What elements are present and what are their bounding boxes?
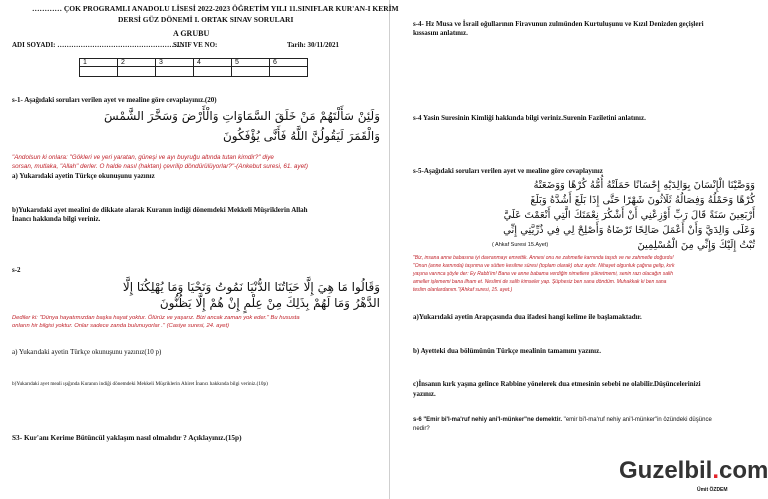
q5-meal-line-1: "Biz, insana anne babasına iyi davranmayı emrettik. Annesi onu ne zahmetle karnında taşıdı ve ne zahmetle doğurdu! — [413, 255, 674, 261]
q5-meal-line-3: yaşına varınca şöyle der: Ey Rabb'im! Bana ve anne babama verdiğin nimetlere şükretmemi, senin razı olacağın salih — [413, 271, 673, 277]
q5-c-line-1: c)İnsanın kırk yaşına gelince Rabbine yönelerek dua etmesinin sebebi ne olabilir.Düşüncelerinizi — [413, 380, 701, 388]
q1-meal-line-2: sorsan, mutlaka, "Allah" derler. O halde nasıl (haktan) çevrilip döndürülüyorlar?"-(Ankebut suresi, 61. ayet) — [12, 163, 308, 170]
q5-a: a)Yukarıdaki ayetin Arapçasında dua ifadesi hangi kelime ile başlamaktadır. — [413, 313, 642, 321]
q5-meal-line-4: ameller işlememi bana ilham et. Neslimi de salih kimseler yap. Şüphesiz ben sana döndüm. Muhakkak ki ben sana — [413, 279, 667, 285]
q6-line-1-rest: "emir bi'l-ma'ruf nehiy ani'l-münker"in özündeki düşünce — [562, 417, 712, 423]
header-line-1: ………… ÇOK PROGRAMLI ANADOLU LİSESİ 2022-2023 ÖĞRETİM YILI 11.SINIFLAR KUR'AN-I KERİM — [32, 4, 399, 13]
score-cell-3: 3 — [156, 59, 194, 67]
q4b: s-4 Yasin Suresinin Kimliği hakkında bilgi veriniz.Surenin Faziletini anlatınız. — [413, 114, 646, 122]
q5-b: b) Ayetteki dua bölümünün Türkçe mealinin tamamını yazınız. — [413, 347, 601, 355]
q1-title: s-1- Aşağıdaki soruları verilen ayet ve mealine göre cevaplayınız.(20) — [12, 96, 217, 104]
author-name: Ümit ÖZDEM — [697, 487, 728, 493]
q1-b-line-1: b)Yukarıdaki ayet mealini de dikkate alarak Kuranın indiği dönemdeki Mekkeli Müşriklerin Allah — [12, 206, 308, 214]
q6-line-2: nedir? — [413, 426, 430, 432]
score-cell-6: 6 — [270, 59, 308, 67]
score-grid — [79, 58, 308, 77]
q5-arabic-line-5: تُبْتُ إِلَيْكَ وَإِنِّي مِنَ الْمُسْلِمِينَ — [637, 240, 755, 251]
q2-meal-line-2: onların hir bilgisi yoktur. Onlar sadece zanda bulunuyorlar ." (Casiye suresi, 24. ayet) — [12, 323, 230, 329]
q4a-line-2: kıssasını anlatınız. — [413, 29, 468, 37]
score-cell-2: 2 — [118, 59, 156, 67]
q6-line-1-bold: s-6 "Emir bi'l-ma'ruf nehiy ani'l-münker"ne demektir. — [413, 417, 563, 423]
header-line-2: DERSİ GÜZ DÖNEMİ I. ORTAK SINAV SORULARI — [118, 15, 294, 24]
score-cell-1: 1 — [80, 59, 118, 67]
q1-meal-line-1: "Andolsun ki onlara: "Gökleri ve yeri yaratan, güneşi ve ayı buyruğu altında tutan kimdir?" diye — [12, 154, 274, 161]
logo-dot: . — [712, 457, 720, 484]
q2-arabic-line-1: وَقَالُوا مَا هِيَ إِلَّا حَيَاتُنَا الدُّنْيَا نَمُوتُ وَنَحْيَا وَمَا يُهْلِكُنَا إِلَّا — [122, 280, 380, 294]
score-cell-5: 5 — [232, 59, 270, 67]
q5-arabic-line-1: وَوَصَّيْنَا الْإِنْسَانَ بِوَالِدَيْهِ إِحْسَانًا حَمَلَتْهُ أُمُّهُ كُرْهًا وَوَضَعَتْهُ — [533, 180, 755, 191]
q5-reference: ( Ahkaf Suresi 15.Ayet) — [492, 242, 549, 248]
q2-b: b)Yukarıdaki ayet meali ışığında Kuranın indiği dönemdeki Mekkeli Müşriklerin Ahiret İnancı hakkında bilgi veriniz.(10p) — [12, 381, 268, 387]
q2-a: a) Yukarıdaki ayetin Türkçe okunuşunu yazınız(10 p) — [12, 348, 162, 356]
q1-arabic-line-1: وَلَئِنْ سَأَلْتَهُمْ مَنْ خَلَقَ السَّمَاوَاتِ وَالْأَرْضَ وَسَخَّرَ الشَّمْسَ — [104, 109, 380, 123]
class-field-label: SINIF VE NO: — [173, 41, 218, 49]
q5-meal-line-5: teslim olanlardanım."(Ahkaf suresi, 15. ayet.) — [413, 287, 513, 293]
score-cell-4: 4 — [194, 59, 232, 67]
q5-meal-line-2: "Onun (anne karnında) taşınma ve sütten kesilme süresi (toplam olarak) otuz aydır. Nihayet olgunluk çağına gelip, kırk — [413, 263, 675, 269]
q5-arabic-line-4: وَعَلَى وَالِدَيَّ وَأَنْ أَعْمَلَ صَالِحًا تَرْضَاهُ وَأَصْلِحْ لِي فِي ذُرِّيَّتِي إِنِّي — [503, 225, 755, 236]
column-divider — [389, 0, 390, 499]
q5-arabic-line-3: أَرْبَعِينَ سَنَةً قَالَ رَبِّ أَوْزِعْنِي أَنْ أَشْكُرَ نِعْمَتَكَ الَّتِي أَنْعَمْتَ عَلَيَّ — [503, 210, 755, 221]
guzelbil-logo — [619, 457, 768, 485]
q4a-line-1: s-4- Hz Musa ve İsrail oğullarının Firavunun zulmünden Kurtuluşunu ve Kızıl Denizden geçişleri — [413, 20, 704, 28]
q2-title: s-2 — [12, 266, 21, 274]
q5-c-line-2: yazınız. — [413, 390, 436, 398]
q5-title: s-5-Aşağıdaki soruları verilen ayet ve mealine göre cevaplayınız — [413, 167, 603, 175]
q6-line-1 — [413, 417, 712, 423]
q1-arabic-line-2: وَالْقَمَرَ لَيَقُولُنَّ اللَّهُ فَأَنَّى يُؤْفَكُونَ — [222, 129, 380, 143]
name-field-label: ADI SOYADI: ……………………………………………… — [12, 41, 184, 49]
q1-b-line-2: İnancı hakkında bilgi veriniz. — [12, 215, 101, 223]
logo-tld: com — [719, 457, 768, 484]
group-label: A GRUBU — [173, 29, 210, 38]
q3: S3- Kur'anı Kerime Bütüncül yaklaşım nasıl olmalıdır ? Açıklayınız.(15p) — [12, 433, 242, 442]
q5-arabic-line-2: كُرْهًا وَحَمْلُهُ وَفِصَالُهُ ثَلَاثُونَ شَهْرًا حَتَّى إِذَا بَلَغَ أَشُدَّهُ وَبَلَغَ — [530, 195, 755, 206]
q1-a: a) Yukarıdaki ayetin Türkçe okunuşunu yazınız — [12, 172, 155, 180]
logo-main: Guzelbil — [619, 457, 713, 484]
date-label: Tarih: 30/11/2021 — [287, 41, 340, 49]
q2-meal-line-1: Dediler ki: "Dünya hayatımızdan başka hayat yoktur. Ölürüz ve yaşarız. Bizi ancak zaman yok eder." Bu hususta — [12, 315, 300, 321]
q2-arabic-line-2: الدَّهْرُ وَمَا لَهُمْ بِذَلِكَ مِنْ عِلْمٍ إِنْ هُمْ إِلَّا يَظُنُّونَ — [159, 296, 380, 310]
